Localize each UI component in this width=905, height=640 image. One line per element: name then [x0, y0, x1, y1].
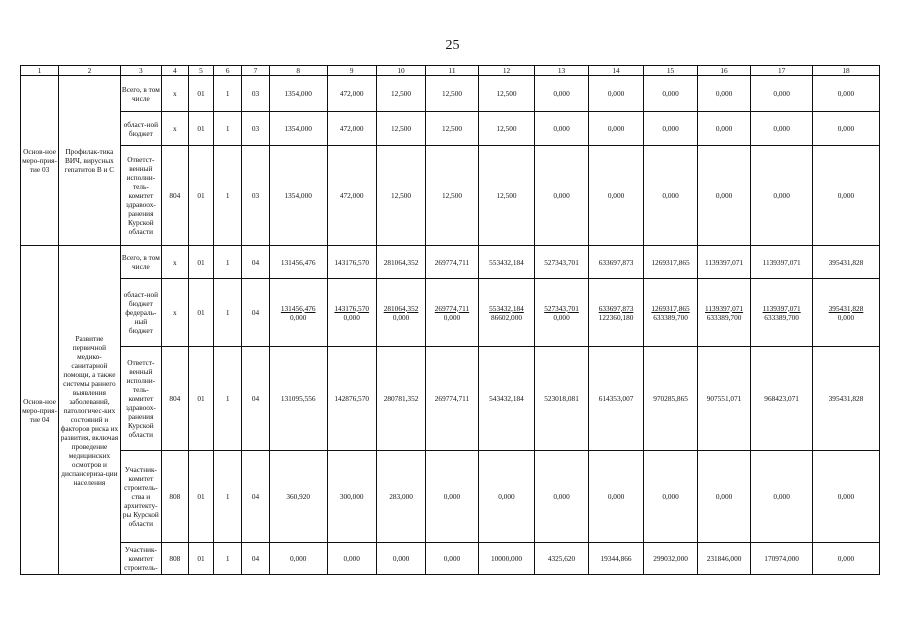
value-cell: 0,000: [751, 146, 813, 246]
value-cell: 1139397,071: [697, 246, 750, 279]
value-cell: 12,500: [376, 112, 425, 146]
code-cell: 804: [161, 146, 188, 246]
value-cell: 269774,711: [426, 246, 478, 279]
value-cell: 12,500: [426, 76, 478, 112]
value-cell: 1354,000: [269, 146, 327, 246]
code-cell: 1: [214, 146, 242, 246]
value-cell: 0,000: [535, 146, 588, 246]
value-regional: 1269317,865: [651, 303, 690, 313]
budget-table: [20, 65, 880, 575]
value-cell: 281064,352: [376, 246, 425, 279]
code-cell: 01: [188, 146, 214, 246]
value-cell: [644, 279, 697, 347]
value-cell: 0,000: [376, 543, 425, 575]
value-cell: 0,000: [588, 146, 644, 246]
value-cell: 12,500: [478, 112, 535, 146]
value-cell: 0,000: [697, 451, 750, 543]
table-row: [21, 76, 880, 112]
header-cell: 3: [120, 66, 161, 76]
value-cell: 10000,000: [478, 543, 535, 575]
value-regional: 1139397,071: [705, 303, 744, 313]
value-cell: 1354,000: [269, 76, 327, 112]
value-cell: 968423,071: [751, 347, 813, 451]
value-cell: [478, 279, 535, 347]
value-cell: 12,500: [376, 146, 425, 246]
value-cell: 131456,476: [269, 246, 327, 279]
value-federal: 86602,000: [490, 312, 522, 322]
row-label-cell: Ответст-венный исполни-тель-комитет здравоох-ранения Курской области: [120, 347, 161, 451]
row-label-cell: Всего, в том числе: [120, 246, 161, 279]
header-cell: 18: [813, 66, 880, 76]
activity-title-cell: Профилак-тика ВИЧ, вирусных гепатитов В и С: [59, 76, 121, 246]
header-cell: 6: [214, 66, 242, 76]
code-cell: 1: [214, 543, 242, 575]
table-row: [21, 112, 880, 146]
value-cell: 12,500: [426, 112, 478, 146]
value-cell: 0,000: [813, 146, 880, 246]
value-cell: 633697,873: [588, 246, 644, 279]
value-cell: 360,920: [269, 451, 327, 543]
value-cell: 280781,352: [376, 347, 425, 451]
value-cell: 143176,570: [327, 246, 376, 279]
value-federal: 633389,700: [653, 312, 688, 322]
table-row: [21, 451, 880, 543]
row-label-cell: област-ной бюджет: [120, 112, 161, 146]
code-cell: 04: [242, 246, 270, 279]
value-regional: 269774,711: [434, 303, 470, 313]
code-cell: 01: [188, 347, 214, 451]
value-cell: 472,000: [327, 146, 376, 246]
value-cell: [588, 279, 644, 347]
code-cell: 1: [214, 279, 242, 347]
code-cell: 03: [242, 76, 270, 112]
code-cell: 808: [161, 543, 188, 575]
value-cell: 0,000: [644, 112, 697, 146]
value-cell: 0,000: [478, 451, 535, 543]
code-cell: 01: [188, 543, 214, 575]
value-cell: 0,000: [813, 543, 880, 575]
code-cell: 1: [214, 347, 242, 451]
value-cell: 0,000: [813, 112, 880, 146]
code-cell: 04: [242, 279, 270, 347]
value-cell: 395431,828: [813, 347, 880, 451]
value-cell: 527343,701: [535, 246, 588, 279]
header-cell: 15: [644, 66, 697, 76]
value-cell: 283,000: [376, 451, 425, 543]
value-regional: 281064,352: [383, 303, 419, 313]
row-label-cell: Участник-комитет строитель-: [120, 543, 161, 575]
header-cell: 13: [535, 66, 588, 76]
value-cell: 0,000: [426, 543, 478, 575]
value-cell: 907551,071: [697, 347, 750, 451]
code-cell: 04: [242, 451, 270, 543]
header-cell: 11: [426, 66, 478, 76]
value-cell: 12,500: [478, 146, 535, 246]
code-cell: 1: [214, 76, 242, 112]
activity-name-cell: Основ-ное меро-прия-тие 03: [21, 76, 59, 246]
code-cell: 03: [242, 112, 270, 146]
value-cell: 12,500: [426, 146, 478, 246]
value-federal: 0,000: [392, 312, 410, 322]
value-cell: 0,000: [426, 451, 478, 543]
value-cell: 0,000: [535, 76, 588, 112]
code-cell: х: [161, 246, 188, 279]
code-cell: х: [161, 76, 188, 112]
table-row: [21, 146, 880, 246]
value-cell: 0,000: [535, 451, 588, 543]
code-cell: х: [161, 279, 188, 347]
value-regional: 143176,570: [334, 303, 370, 313]
header-cell: 8: [269, 66, 327, 76]
value-cell: 0,000: [327, 543, 376, 575]
value-cell: 1269317,865: [644, 246, 697, 279]
value-cell: 12,500: [478, 76, 535, 112]
header-cell: 10: [376, 66, 425, 76]
value-cell: 170974,000: [751, 543, 813, 575]
value-federal: 0,000: [553, 312, 570, 322]
header-cell: 17: [751, 66, 813, 76]
header-cell: 1: [21, 66, 59, 76]
header-cell: 2: [59, 66, 121, 76]
value-federal: 0,000: [443, 312, 461, 322]
value-cell: 0,000: [588, 451, 644, 543]
row-label-cell: Всего, в том числе: [120, 76, 161, 112]
value-federal: 633389,700: [764, 312, 799, 322]
value-cell: 0,000: [751, 76, 813, 112]
value-cell: 395431,828: [813, 246, 880, 279]
value-regional: 633697,873: [598, 303, 634, 313]
value-cell: 300,000: [327, 451, 376, 543]
header-cell: 7: [242, 66, 270, 76]
header-row: [21, 66, 880, 76]
row-label-cell: Участник-комитет строитель-ства и архитекту-ры Курской области: [120, 451, 161, 543]
code-cell: 1: [214, 246, 242, 279]
value-cell: 472,000: [327, 112, 376, 146]
code-cell: 01: [188, 451, 214, 543]
value-cell: [813, 279, 880, 347]
code-cell: 804: [161, 347, 188, 451]
code-cell: х: [161, 112, 188, 146]
value-cell: 553432,184: [478, 246, 535, 279]
value-federal: 0,000: [289, 312, 307, 322]
value-cell: [376, 279, 425, 347]
value-cell: 1139397,071: [751, 246, 813, 279]
value-cell: 0,000: [588, 76, 644, 112]
value-regional: 395431,828: [828, 303, 864, 313]
value-regional: 553432,184: [489, 303, 524, 313]
activity-name-cell: Основ-ное меро-прия-тие 04: [21, 246, 59, 575]
value-cell: 614353,007: [588, 347, 644, 451]
value-cell: 0,000: [697, 76, 750, 112]
page-number: 25: [445, 38, 460, 53]
value-cell: 0,000: [269, 543, 327, 575]
table-row: [21, 347, 880, 451]
code-cell: 01: [188, 76, 214, 112]
value-federal: 633389,700: [706, 312, 742, 322]
value-regional: 1139397,071: [762, 303, 801, 313]
value-federal: 0,000: [837, 312, 855, 322]
value-regional: 527343,701: [544, 303, 579, 313]
code-cell: 04: [242, 347, 270, 451]
value-cell: [535, 279, 588, 347]
value-federal: 122360,180: [598, 312, 634, 322]
code-cell: 01: [188, 112, 214, 146]
value-cell: 0,000: [644, 146, 697, 246]
header-cell: 12: [478, 66, 535, 76]
value-cell: 0,000: [535, 112, 588, 146]
value-cell: 12,500: [376, 76, 425, 112]
value-cell: 523018,081: [535, 347, 588, 451]
value-cell: 472,000: [327, 76, 376, 112]
activity-title-cell: Развитие первичной медико-санитарной помощи, а также системы раннего выявления заболеваний, патологичес-ких состояний и факторов риска их развития, включая проведение медицинских осмотров и диспансериза-ции населения: [59, 246, 121, 575]
value-cell: 231846,000: [697, 543, 750, 575]
value-cell: 970285,865: [644, 347, 697, 451]
code-cell: 1: [214, 451, 242, 543]
value-cell: [751, 279, 813, 347]
value-cell: 0,000: [813, 76, 880, 112]
value-cell: 269774,711: [426, 347, 478, 451]
value-cell: 142876,570: [327, 347, 376, 451]
header-cell: 14: [588, 66, 644, 76]
header-cell: 9: [327, 66, 376, 76]
value-cell: 299032,000: [644, 543, 697, 575]
header-cell: 16: [697, 66, 750, 76]
code-cell: 1: [214, 112, 242, 146]
code-cell: 01: [188, 246, 214, 279]
value-cell: [697, 279, 750, 347]
row-label-cell: Ответст-венный исполни-тель-комитет здравоох-ранения Курской области: [120, 146, 161, 246]
value-cell: 0,000: [751, 451, 813, 543]
value-cell: 0,000: [813, 451, 880, 543]
value-federal: 0,000: [343, 312, 360, 322]
table-row: [21, 279, 880, 347]
value-cell: 0,000: [644, 76, 697, 112]
value-cell: 0,000: [588, 112, 644, 146]
header-cell: 5: [188, 66, 214, 76]
value-cell: 0,000: [697, 146, 750, 246]
value-cell: 4325,620: [535, 543, 588, 575]
value-cell: 0,000: [697, 112, 750, 146]
value-cell: [426, 279, 478, 347]
value-cell: 1354,000: [269, 112, 327, 146]
value-cell: 543432,184: [478, 347, 535, 451]
row-label-cell: област-ной бюджет федераль-ный бюджет: [120, 279, 161, 347]
value-cell: 19344,866: [588, 543, 644, 575]
value-cell: [269, 279, 327, 347]
code-cell: 808: [161, 451, 188, 543]
code-cell: 03: [242, 146, 270, 246]
header-cell: 4: [161, 66, 188, 76]
table-row: [21, 246, 880, 279]
value-cell: 0,000: [751, 112, 813, 146]
code-cell: 04: [242, 543, 270, 575]
value-cell: 131095,556: [269, 347, 327, 451]
value-regional: 131456,476: [280, 303, 316, 313]
code-cell: 01: [188, 279, 214, 347]
value-cell: [327, 279, 376, 347]
value-cell: 0,000: [644, 451, 697, 543]
table-row: [21, 543, 880, 575]
